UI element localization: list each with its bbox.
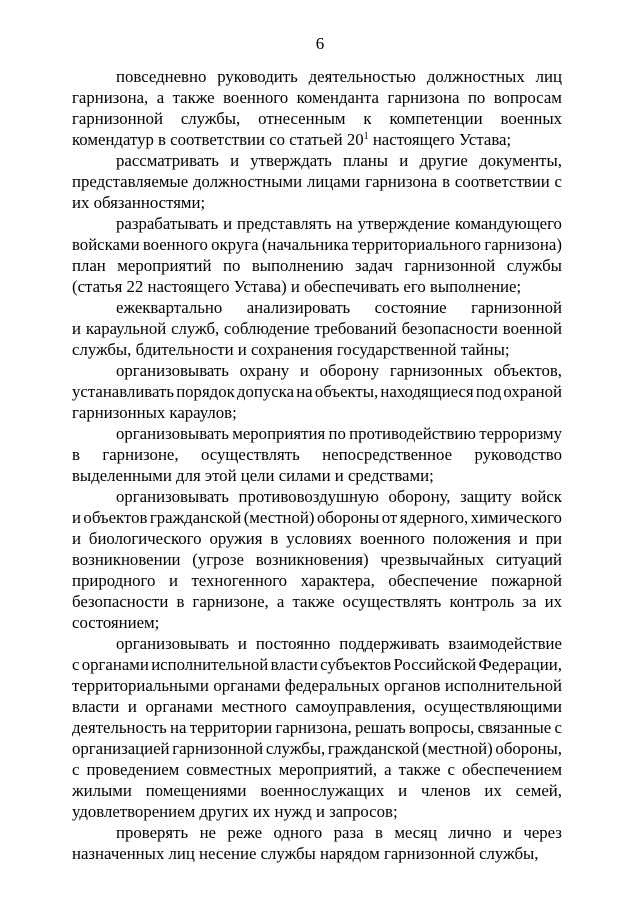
text-line: повседневно руководить деятельностью должностных лиц	[116, 67, 562, 86]
text-line: удовлетворением других их нужд и запросов;	[72, 802, 398, 821]
text-line: и биологического оружия в условиях военного положения и при	[72, 529, 562, 548]
text-line	[72, 129, 562, 150]
text-line: гарнизонной службы, отнесенным к компетенции военных	[72, 109, 562, 128]
text-line: службы, бдительности и сохранения государственной тайны;	[72, 340, 510, 359]
paragraph	[72, 66, 562, 150]
text-line: и объектов гражданской (местной) обороны от ядерного, химического	[72, 508, 562, 527]
paragraph	[72, 213, 562, 297]
text-line: назначенных лиц несение службы нарядом гарнизонной службы,	[72, 844, 539, 863]
text-line: план мероприятий по выполнению задач гарнизонной службы	[72, 256, 562, 275]
text-line: территориальными органами федеральных органов исполнительной	[72, 676, 562, 695]
text-line: организовывать и постоянно поддерживать взаимодействие	[116, 634, 562, 653]
paragraph	[72, 633, 562, 822]
superscript: 1	[363, 131, 369, 142]
text-line: организовывать охрану и оборону гарнизонных объектов,	[116, 361, 562, 380]
text-line: организацией гарнизонной службы, гражданской (местной) обороны,	[72, 739, 562, 758]
text-line: власти и органами местного самоуправления, осуществляющими	[72, 697, 562, 716]
text-line: жилыми помещениями военнослужащих и членов их семей,	[72, 781, 562, 800]
text-line: выделенными для этой цели силами и средствами;	[72, 466, 434, 485]
text-line: войсками военного округа (начальника территориального гарнизона)	[72, 235, 562, 254]
text-line: и караульной служб, соблюдение требований безопасности военной	[72, 319, 562, 338]
text-line: деятельность на территории гарнизона, решать вопросы, связанные с	[72, 718, 562, 737]
text-line: организовывать противовоздушную оборону, защиту войск	[116, 487, 562, 506]
text-line: представляемые должностными лицами гарнизона в соответствии с	[72, 172, 562, 191]
text-line: состоянием;	[72, 613, 160, 632]
text-line: разрабатывать и представлять на утверждение командующего	[116, 214, 562, 233]
text-segment: комендатур в соответствии со статьей 20	[72, 130, 364, 149]
text-line: организовывать мероприятия по противодействию терроризму	[116, 424, 562, 443]
text-line: природного и техногенного характера, обеспечение пожарной	[72, 571, 562, 590]
text-line: гарнизона, а также военного коменданта гарнизона по вопросам	[72, 88, 562, 107]
text-line: возникновении (угрозе возникновения) чрезвычайных ситуаций	[72, 550, 562, 569]
paragraph	[72, 150, 562, 213]
paragraph	[72, 423, 562, 486]
text-line: проверять не реже одного раза в месяц лично и через	[116, 823, 562, 842]
text-line: с проведением совместных мероприятий, а также с обеспечением	[72, 760, 562, 779]
paragraph	[72, 360, 562, 423]
page-number: 6	[315, 34, 325, 53]
text-line: (статья 22 настоящего Устава) и обеспечивать его выполнение;	[72, 277, 522, 296]
paragraph	[72, 486, 562, 633]
text-segment: настоящего Устава;	[368, 130, 512, 149]
paragraph	[72, 822, 562, 864]
text-line: рассматривать и утверждать планы и другие документы,	[116, 151, 562, 170]
text-line: гарнизонных караулов;	[72, 403, 237, 422]
text-line: в гарнизоне, осуществлять непосредственное руководство	[72, 445, 562, 464]
text-line: их обязанностями;	[72, 193, 206, 212]
document-body	[72, 66, 562, 864]
text-line: ежеквартально анализировать состояние гарнизонной	[116, 298, 562, 317]
text-line: безопасности в гарнизоне, а также осуществлять контроль за их	[72, 592, 562, 611]
text-line: с органами исполнительной власти субъектов Российской Федерации,	[72, 655, 562, 674]
paragraph	[72, 297, 562, 360]
text-line: устанавливать порядок допуска на объекты, находящиеся под охраной	[72, 382, 562, 401]
